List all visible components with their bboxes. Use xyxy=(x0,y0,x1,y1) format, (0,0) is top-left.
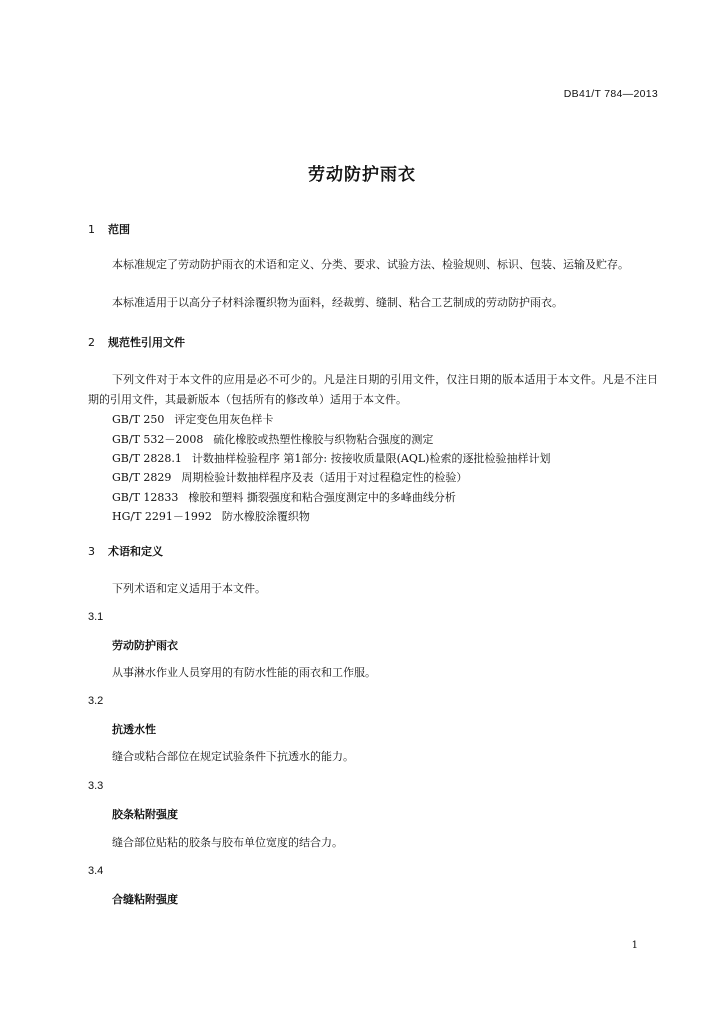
section-title: 范围 xyxy=(108,223,130,236)
section-1-heading xyxy=(88,221,658,237)
reference-name: 周期检验计数抽样程序及表（适用于对过程稳定性的检验） xyxy=(181,471,468,484)
reference-item xyxy=(112,489,456,505)
reference-code: HG/T 2291－1992 xyxy=(112,510,212,523)
reference-code: GB/T 250 xyxy=(112,413,165,426)
term-definition: 缝合或粘合部位在规定试验条件下抗透水的能力。 xyxy=(112,750,354,763)
term-name: 劳动防护雨衣 xyxy=(112,639,178,652)
reference-name: 硫化橡胶或热塑性橡胶与织物粘合强度的测定 xyxy=(213,433,434,446)
reference-item xyxy=(112,431,433,447)
reference-name: 防水橡胶涂覆织物 xyxy=(221,510,310,523)
reference-item xyxy=(112,411,273,427)
section-2-intro: 下列文件对于本文件的应用是必不可少的。凡是注日期的引用文件，仅注日期的版本适用于本文件。凡是不注日期的引用文件，其最新版本（包括所有的修改单）适用于本文件。 xyxy=(88,373,658,406)
section-number: 2 xyxy=(88,336,95,349)
section-number: 1 xyxy=(88,223,95,236)
reference-name: 橡胶和塑料 撕裂强度和粘合强度测定中的多峰曲线分析 xyxy=(188,491,456,504)
section-1-paragraph-2: 本标准适用于以高分子材料涂覆织物为面料，经裁剪、缝制、粘合工艺制成的劳动防护雨衣。 xyxy=(112,296,563,309)
term-name: 合缝粘附强度 xyxy=(112,893,178,906)
clause-number: 3.4 xyxy=(88,865,104,877)
section-title: 规范性引用文件 xyxy=(108,336,185,349)
clause-number: 3.1 xyxy=(88,611,104,623)
term-definition: 从事淋水作业人员穿用的有防水性能的雨衣和工作服。 xyxy=(112,666,376,679)
standard-number: DB41/T 784—2013 xyxy=(563,88,658,100)
reference-code: GB/T 2829 xyxy=(112,471,172,484)
reference-item xyxy=(112,508,310,524)
page-number: 1 xyxy=(631,940,638,951)
section-number: 3 xyxy=(88,545,95,558)
clause-number: 3.3 xyxy=(88,780,104,792)
section-2-heading xyxy=(88,334,658,350)
section-3-intro: 下列术语和定义适用于本文件。 xyxy=(112,582,266,595)
reference-name: 评定变色用灰色样卡 xyxy=(174,413,274,426)
reference-item xyxy=(112,469,467,485)
section-title: 术语和定义 xyxy=(108,545,163,558)
term-name: 抗透水性 xyxy=(112,723,156,736)
clause-number: 3.2 xyxy=(88,695,104,707)
document-title: 劳动防护雨衣 xyxy=(308,165,416,185)
term-name: 胶条粘附强度 xyxy=(112,808,178,821)
reference-code: GB/T 12833 xyxy=(112,491,179,504)
reference-item xyxy=(112,450,550,466)
term-definition: 缝合部位贴粘的胶条与胶布单位宽度的结合力。 xyxy=(112,836,343,849)
reference-name: 计数抽样检验程序 第1部分: 按接收质量限(AQL)检索的逐批检验抽样计划 xyxy=(191,452,551,465)
section-3-heading xyxy=(88,543,658,559)
reference-code: GB/T 2828.1 xyxy=(112,452,182,465)
section-1-paragraph-1: 本标准规定了劳动防护雨衣的术语和定义、分类、要求、试验方法、检验规则、标识、包装、运输及贮存。 xyxy=(112,258,629,271)
reference-code: GB/T 532－2008 xyxy=(112,433,204,446)
